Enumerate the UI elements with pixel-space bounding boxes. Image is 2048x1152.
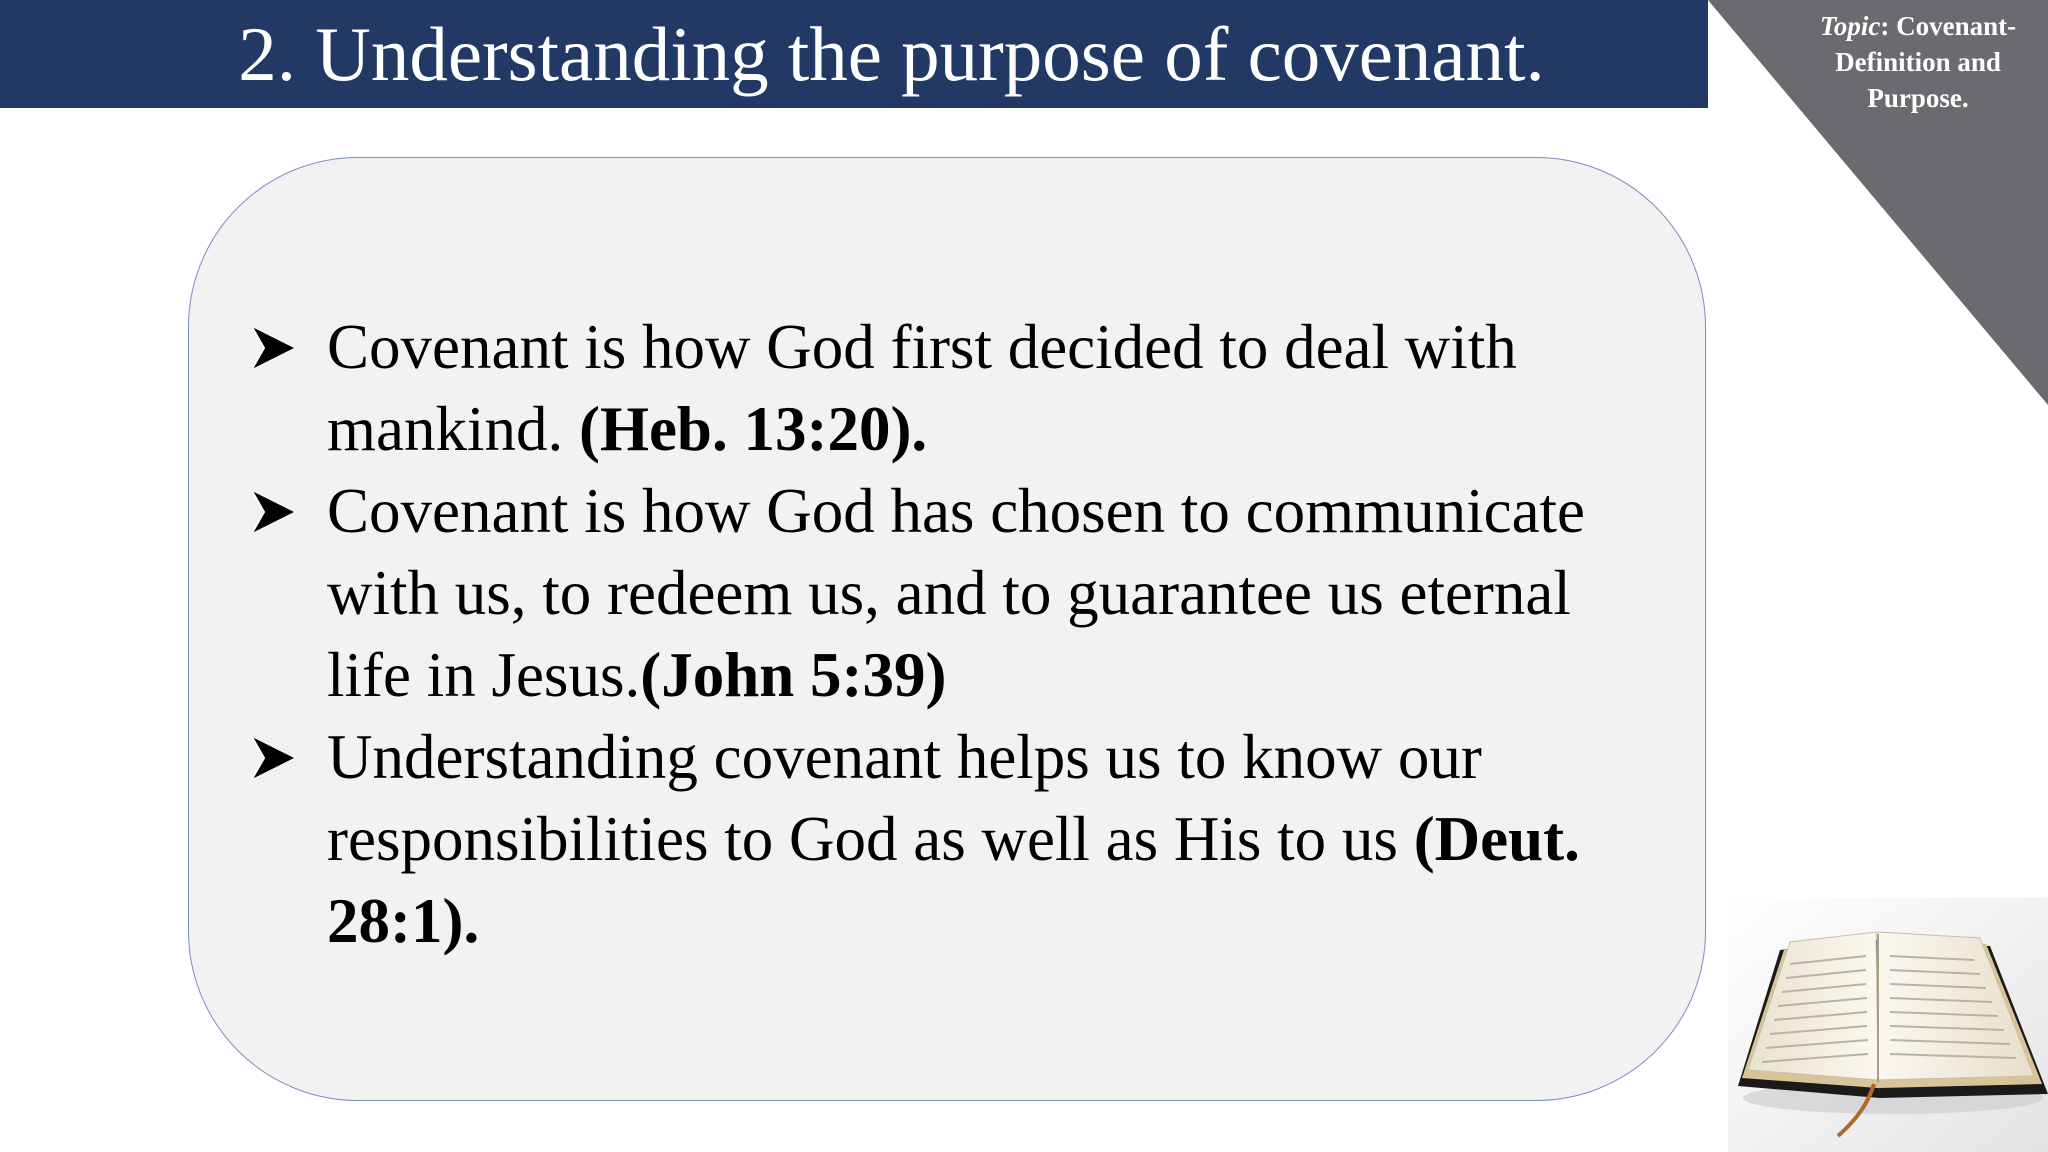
- bullet-item: [250, 306, 1670, 470]
- open-bible-image: [1728, 898, 2048, 1152]
- bullet-text: Covenant is how God has chosen to communicate with us, to redeem us, and to guarantee us eternal life in Jesus.: [327, 476, 1586, 710]
- bullet-reference: (John 5:39): [640, 640, 947, 710]
- arrowhead-bullet-icon: [250, 489, 296, 535]
- slide-title: 2. Understanding the purpose of covenant.: [238, 11, 1545, 97]
- bullet-text: Understanding covenant helps us to know our responsibilities to God as well as His to us: [327, 722, 1482, 874]
- topic-label-prefix: Topic: [1819, 11, 1881, 41]
- bullet-list: [250, 306, 1670, 962]
- topic-label: [1790, 8, 2046, 116]
- bullet-item: [250, 470, 1670, 716]
- bullet-text: Covenant is how God first decided to deal with mankind.: [327, 312, 1517, 464]
- arrowhead-bullet-icon: [250, 735, 296, 781]
- bullet-item: [250, 716, 1670, 962]
- topic-label-text: : Covenant-Definition and Purpose.: [1835, 11, 2017, 113]
- bullet-reference: (Heb. 13:20).: [578, 394, 928, 464]
- bullet-reference: (Deut. 28:1).: [327, 804, 1580, 956]
- arrowhead-bullet-icon: [250, 325, 296, 371]
